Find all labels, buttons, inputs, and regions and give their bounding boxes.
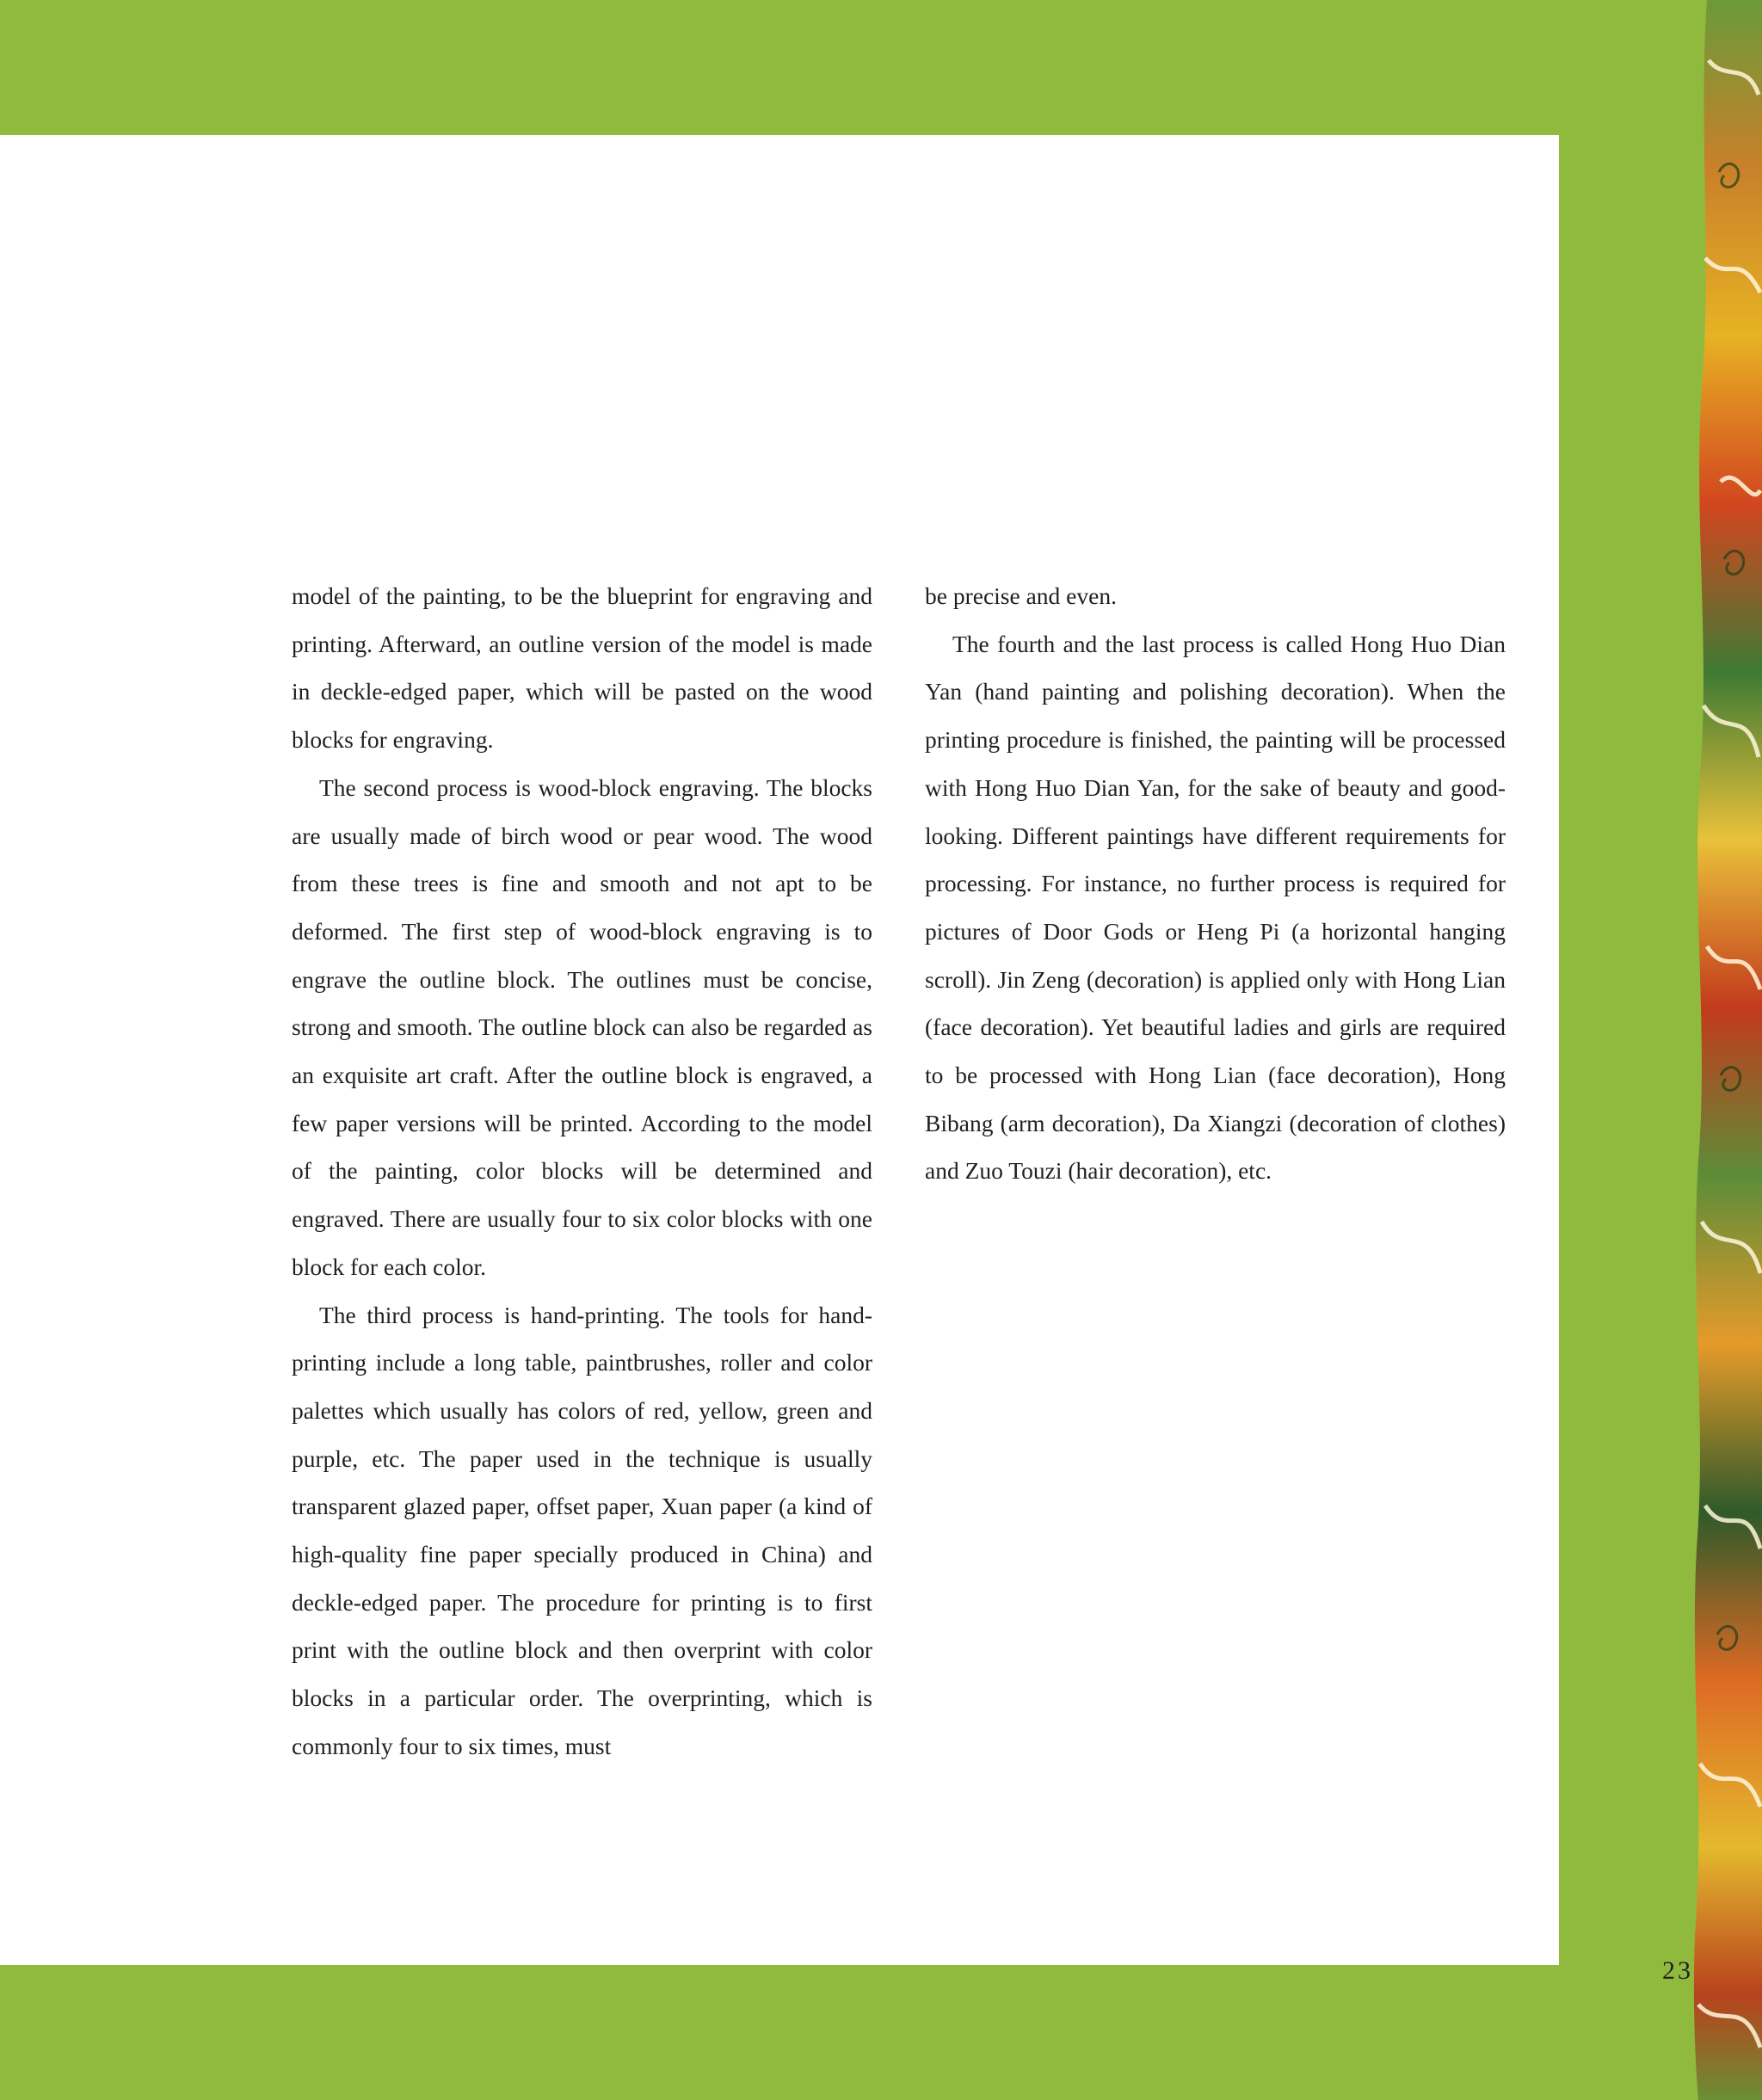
decorative-painting-strip bbox=[1686, 0, 1762, 2100]
right-text-column bbox=[925, 572, 1506, 1195]
left-text-column bbox=[292, 572, 872, 1771]
paragraph: model of the painting, to be the blueprint for engraving and printing. Afterward, an outline version of the model is made in deckle-edged paper, which will be pasted on the wood blocks for engraving. bbox=[292, 582, 872, 754]
paragraph: The second process is wood-block engraving. The blocks are usually made of birch wood or pear wood. The wood from these trees is fine and smooth and not apt to be deformed. The first step of wood-block engraving is to engrave the outline block. The outlines must be concise, strong and smooth. The outline block can also be regarded as an exquisite art craft. After the outline block is engraved, a few paper versions will be printed. According to the model of the painting, color blocks will be determined and engraved. There are usually four to six color blocks with one block for each color. bbox=[292, 773, 872, 1280]
paragraph: The third process is hand-printing. The tools for hand-printing include a long table, paintbrushes, roller and color palettes which usually has colors of red, yellow, green and purple, etc. The paper used in the technique is usually transparent glazed paper, offset paper, Xuan paper (a kind of high-quality fine paper specially produced in China) and deckle-edged paper. The procedure for printing is to first print with the outline block and then overprint with color blocks in a particular order. The overprinting, which is commonly four to six times, must bbox=[292, 1301, 872, 1759]
page-number: 23 bbox=[1662, 1956, 1693, 1985]
paragraph: be precise and even. bbox=[925, 582, 1117, 609]
paragraph: The fourth and the last process is called Hong Huo Dian Yan (hand painting and polishing decoration). When the printing procedure is finished, the painting will be processed with Hong Huo Dian Yan, for the sake of beauty and good-looking. Different paintings have different requirements for processing. For instance, no further process is required for pictures of Door Gods or Heng Pi (a horizontal hanging scroll). Jin Zeng (decoration) is applied only with Hong Lian (face decoration). Yet beautiful ladies and girls are required to be processed with Hong Lian (face decoration), Hong Bibang (arm decoration), Da Xiangzi (decoration of clothes) and Zuo Touzi (hair decoration), etc. bbox=[925, 630, 1506, 1185]
